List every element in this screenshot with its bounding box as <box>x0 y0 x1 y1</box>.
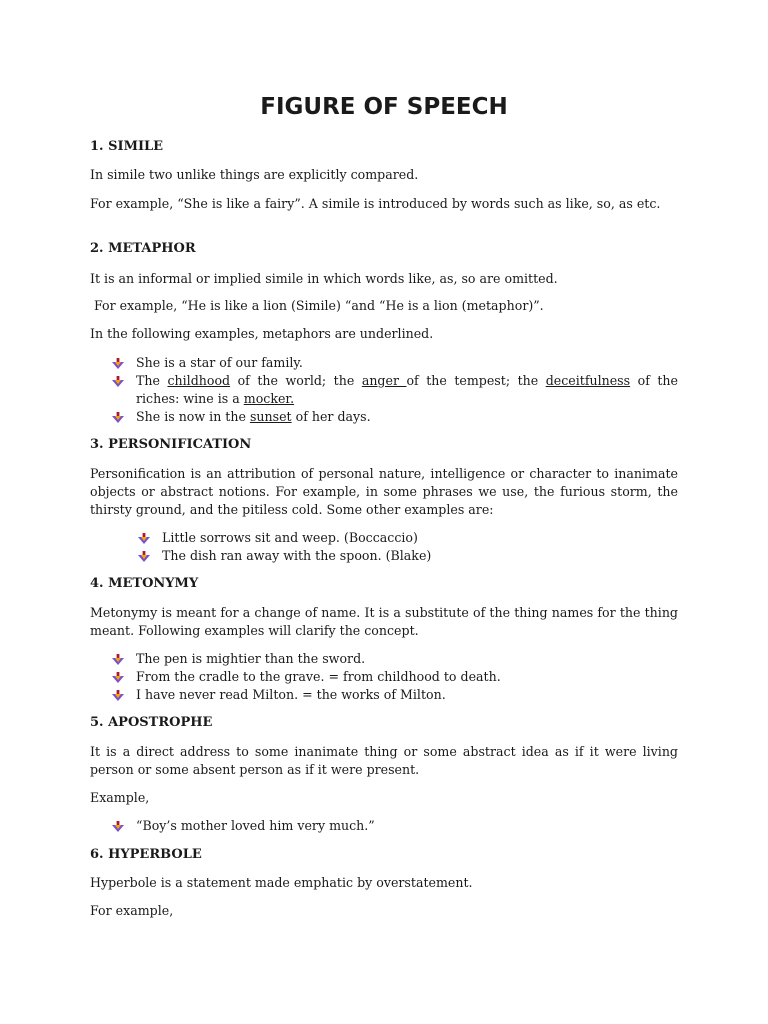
section-heading-hyperbole: 6. HYPERBOLE <box>90 847 202 862</box>
document-title: FIGURE OF SPEECH <box>260 94 508 120</box>
list-item-text: “Boy’s mother loved him very much.” <box>136 818 375 833</box>
hyperbole-paragraph-1: Hyperbole is a statement made emphatic by overstatement. <box>90 875 473 890</box>
arrow-down-bullet-icon <box>112 654 124 665</box>
list-item-text: Little sorrows sit and weep. (Boccaccio) <box>162 530 418 545</box>
section-heading-apostrophe: 5. APOSTROPHE <box>90 715 213 730</box>
list-item <box>90 668 678 686</box>
apostrophe-paragraph-2: Example, <box>90 790 150 805</box>
metaphor-underlined: anger <box>361 373 407 388</box>
personification-examples-list <box>90 529 678 565</box>
simile-paragraph-1: In simile two unlike things are explicitly compared. <box>90 167 419 182</box>
list-item-text: She is a star of our family. <box>136 355 303 370</box>
section-heading-metaphor: 2. METAPHOR <box>90 241 196 256</box>
metaphor-paragraph-2: For example, “He is like a lion (Simile) “and “He is a lion (metaphor)”. <box>90 298 544 313</box>
arrow-down-bullet-icon <box>138 551 150 562</box>
metaphor-paragraph-1: It is an informal or implied simile in which words like, as, so are omitted. <box>90 271 558 286</box>
metaphor-underlined: sunset <box>249 409 292 424</box>
list-item-text: I have never read Milton. = the works of Milton. <box>136 687 446 702</box>
list-item-text: of the tempest; the <box>406 373 546 388</box>
list-item <box>90 686 678 704</box>
apostrophe-examples-list <box>90 817 678 835</box>
personification-paragraph: Personification is an attribution of personal nature, intelligence or character to inanimate objects or abstract notions. For example, in some phrases we use, the furious storm, the thirsty ground, and the pitiless cold. Some other examples are: <box>90 466 678 517</box>
arrow-down-bullet-icon <box>112 672 124 683</box>
list-item-text: The pen is mightier than the sword. <box>136 651 366 666</box>
section-heading-simile: 1. SIMILE <box>90 139 164 154</box>
metaphor-underlined: mocker. <box>243 391 295 406</box>
list-item-text: The <box>136 373 168 388</box>
arrow-down-bullet-icon <box>138 533 150 544</box>
list-item <box>90 547 678 565</box>
metaphor-examples-list <box>90 354 678 426</box>
arrow-down-bullet-icon <box>112 358 124 369</box>
arrow-down-bullet-icon <box>112 376 124 387</box>
list-item-text: of the riches: wine is a <box>136 373 678 406</box>
list-item <box>90 354 678 372</box>
list-item-text: of the world; the <box>230 373 362 388</box>
list-item-text: of her days. <box>291 409 371 424</box>
apostrophe-paragraph-1: It is a direct address to some inanimate thing or some abstract idea as if it were living person or some absent person as if it were present. <box>90 744 678 777</box>
section-heading-metonymy: 4. METONYMY <box>90 576 199 591</box>
list-item-text: She is now in the <box>136 409 250 424</box>
list-item <box>90 529 678 547</box>
list-item <box>90 817 678 835</box>
metonymy-examples-list <box>90 650 678 704</box>
metaphor-paragraph-3: In the following examples, metaphors are underlined. <box>90 326 434 341</box>
arrow-down-bullet-icon <box>112 821 124 832</box>
list-item-text: From the cradle to the grave. = from childhood to death. <box>136 669 501 684</box>
metaphor-underlined: deceitfulness <box>545 373 631 388</box>
metonymy-paragraph: Metonymy is meant for a change of name. It is a substitute of the thing names for the thing meant. Following examples will clarify the concept. <box>90 605 678 638</box>
list-item-text: The dish ran away with the spoon. (Blake) <box>162 548 432 563</box>
hyperbole-paragraph-2: For example, <box>90 903 174 918</box>
arrow-down-bullet-icon <box>112 690 124 701</box>
section-heading-personification: 3. PERSONIFICATION <box>90 437 252 452</box>
metaphor-underlined: childhood <box>167 373 231 388</box>
list-item <box>90 408 678 426</box>
list-item <box>90 372 678 408</box>
arrow-down-bullet-icon <box>112 412 124 423</box>
simile-paragraph-2: For example, “She is like a fairy”. A simile is introduced by words such as like, so, as etc. <box>90 196 661 211</box>
list-item <box>90 650 678 668</box>
